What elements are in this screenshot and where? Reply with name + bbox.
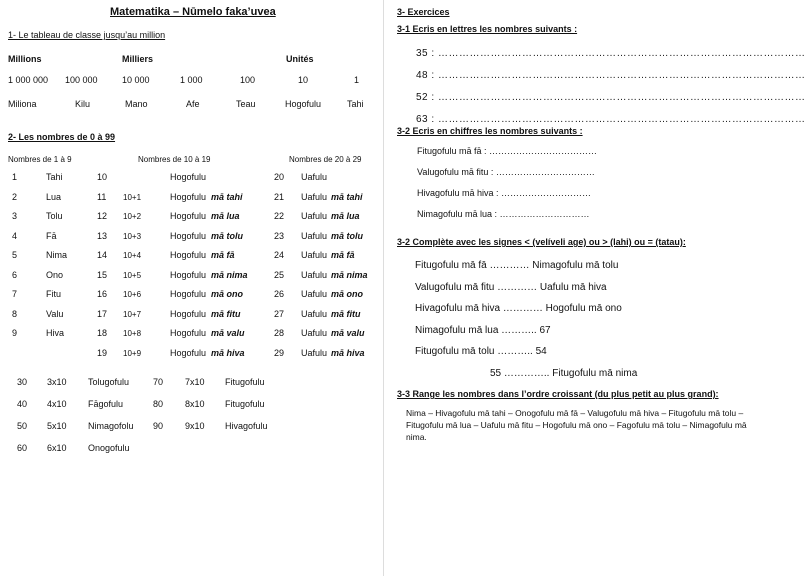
number-digit: 6 xyxy=(12,269,18,280)
number-word: Uafulu xyxy=(301,328,328,338)
tens-number: 40 xyxy=(17,399,28,409)
write-in-words-line: 35 : …………………………………………………………………………………………… xyxy=(416,48,805,59)
number-word-suffix: mā lua xyxy=(331,211,360,221)
number-word-suffix: mā tolu xyxy=(331,230,364,241)
number-word: Lua xyxy=(46,191,62,202)
number-word: Hogofulu xyxy=(170,230,207,241)
number-word: Hogofulu xyxy=(170,308,207,319)
number-digit: 15 xyxy=(97,269,108,280)
number-word: Hiva xyxy=(46,328,65,338)
group-millions: Millions xyxy=(8,54,42,64)
tens-number: 50 xyxy=(17,421,28,431)
number-word: Tolu xyxy=(46,211,63,221)
number-expression: 10+4 xyxy=(123,251,142,260)
number-word-suffix: mā valu xyxy=(211,328,245,338)
place-value-name: Tahi xyxy=(347,99,364,109)
number-word: Uafulu xyxy=(301,289,328,299)
number-expression: 10+3 xyxy=(123,231,142,241)
tens-number: 60 xyxy=(17,443,28,453)
ex4-heading: 3-3 Range les nombres dans l’ordre croissant (du plus petit au plus grand): xyxy=(397,389,719,399)
write-in-digits-line: Valugofulu mā fitu : …………………………… xyxy=(417,167,595,177)
ex2-heading: 3-2 Ecris en chiffres les nombres suivants : xyxy=(397,126,583,136)
number-digit: 8 xyxy=(12,308,18,319)
number-digit: 24 xyxy=(274,250,285,260)
number-word-suffix: mā fā xyxy=(331,250,355,260)
section2-heading: 2- Les nombres de 0 à 99 xyxy=(8,132,116,142)
number-word: Uafulu xyxy=(301,191,328,202)
number-digit: 14 xyxy=(97,250,108,260)
write-in-digits-line: Nimagofulu mā lua : ………………………… xyxy=(417,209,590,219)
number-digit: 7 xyxy=(12,289,18,299)
number-digit: 10 xyxy=(97,172,108,182)
number-word: Uafulu xyxy=(301,172,328,182)
number-word: Hogofulu xyxy=(170,250,207,260)
number-word: Hogofulu xyxy=(170,191,207,202)
section1-heading: 1- Le tableau de classe jusqu’au million xyxy=(8,30,166,40)
ex1-heading: 3-1 Ecris en lettres les nombres suivants : xyxy=(397,24,578,34)
number-digit: 13 xyxy=(97,230,108,241)
tens-expression: 4x10 xyxy=(47,399,67,409)
ex4-sequence-text: Nima – Hivagofulu mā tahi – Onogofulu mā fā – Valugofulu mā hiva – Fitugofulu mā tolu – Fitugofulu mā lua – Uafulu mā fitu – Hogofulu mā ono – Fagofulu mā tolu – Nimagofulu mā nima. xyxy=(406,408,747,442)
write-in-words-line: 52 : …………………………………………………………………………………………… xyxy=(416,92,805,103)
number-word-suffix: mā tahi xyxy=(211,191,243,202)
tens-expression: 8x10 xyxy=(185,399,205,409)
tens-expression: 6x10 xyxy=(47,443,67,453)
number-word: Valu xyxy=(46,308,64,319)
number-digit: 29 xyxy=(274,347,285,358)
number-word: Uafulu xyxy=(301,230,328,241)
tens-expression: 5x10 xyxy=(47,421,67,431)
ex3-heading: 3-2 Complète avec les signes < (velíveli age) ou > (lahi) ou = (tatau): xyxy=(397,237,686,247)
number-digit: 21 xyxy=(274,191,285,202)
tens-number: 30 xyxy=(17,377,28,387)
place-value-name: Mano xyxy=(125,99,148,109)
tens-expression: 9x10 xyxy=(185,421,205,431)
tens-expression: 7x10 xyxy=(185,377,205,387)
group-unites: Unités xyxy=(286,54,314,64)
number-word: Tahi xyxy=(46,172,63,182)
place-value-name: Afe xyxy=(186,99,200,109)
number-word: Uafulu xyxy=(301,308,328,319)
tens-word: Tolugofulu xyxy=(88,377,130,387)
number-digit: 18 xyxy=(97,328,108,338)
group-milliers: Milliers xyxy=(122,54,154,64)
number-word-suffix: mā hiva xyxy=(211,347,245,358)
compare-line: Valugofulu mā fitu ………… Uafulu mā hiva xyxy=(415,281,607,293)
col-header-teens: Nombres de 10 à 19 xyxy=(138,155,211,164)
number-digit: 1 xyxy=(12,172,18,182)
compare-line: Hivagofulu mā hiva ………… Hogofulu mā ono xyxy=(415,303,622,314)
page-title: Matematika – Nūmelo faka’uvea xyxy=(110,6,276,18)
number-digit: 19 xyxy=(97,347,108,358)
number-digit: 2 xyxy=(12,191,18,202)
number-word-suffix: mā valu xyxy=(331,328,365,338)
write-in-words-line: 63 : …………………………………………………………………………………………… xyxy=(416,114,805,125)
tens-number: 70 xyxy=(153,377,164,387)
number-word: Hogofulu xyxy=(170,328,207,338)
tens-word: Hivagofulu xyxy=(225,421,268,431)
number-digit: 22 xyxy=(274,211,285,221)
tens-expression: 3x10 xyxy=(47,377,67,387)
number-digit: 16 xyxy=(97,289,108,299)
col-header-ones: Nombres de 1 à 9 xyxy=(8,155,72,164)
number-word-suffix: mā nima xyxy=(211,269,248,280)
number-digit: 23 xyxy=(274,230,285,241)
number-word-suffix: mā tolu xyxy=(211,230,244,241)
number-digit: 12 xyxy=(97,211,108,221)
number-word: Hogofulu xyxy=(170,269,207,280)
number-word: Fitu xyxy=(46,289,62,299)
number-word-suffix: mā ono xyxy=(331,289,364,299)
number-word-suffix: mā nima xyxy=(331,269,368,280)
page-divider xyxy=(383,0,384,576)
place-value-number: 1 000 xyxy=(180,75,203,85)
number-word-suffix: mā ono xyxy=(211,289,244,299)
number-word: Uafulu xyxy=(301,250,328,260)
number-word: Hogofulu xyxy=(170,211,207,221)
number-word: Uafulu xyxy=(301,347,328,358)
number-expression: 10+9 xyxy=(123,348,142,358)
place-value-number: 1 000 000 xyxy=(8,75,49,85)
number-expression: 10+2 xyxy=(123,212,142,221)
place-value-name: Miliona xyxy=(8,99,37,109)
place-value-name: Kilu xyxy=(75,99,91,109)
tens-word: Fitugofulu xyxy=(225,377,265,387)
place-value-number: 10 000 xyxy=(122,75,150,85)
tens-word: Onogofulu xyxy=(88,443,130,453)
number-word: Uafulu xyxy=(301,269,328,280)
number-digit: 5 xyxy=(12,250,18,260)
number-word-suffix: mā lua xyxy=(211,211,240,221)
number-word-suffix: mā fā xyxy=(211,250,235,260)
number-expression: 10+1 xyxy=(123,192,142,202)
place-value-number: 100 xyxy=(240,75,256,85)
tens-number: 80 xyxy=(153,399,164,409)
number-word: Hogofulu xyxy=(170,289,207,299)
compare-line: Fitugofulu mā fā ………… Nimagofulu mā tolu xyxy=(415,260,619,271)
number-word: Uafulu xyxy=(301,211,328,221)
tens-word: Fitugofulu xyxy=(225,399,265,409)
number-word-suffix: mā hiva xyxy=(331,347,365,358)
number-digit: 3 xyxy=(12,211,18,221)
number-expression: 10+5 xyxy=(123,270,142,280)
write-in-digits-line: Fitugofulu mā fā : ……………………………… xyxy=(417,146,598,156)
place-value-name: Hogofulu xyxy=(285,99,322,109)
number-expression: 10+8 xyxy=(123,329,142,338)
section3-heading: 3- Exercices xyxy=(397,7,450,17)
number-digit: 4 xyxy=(12,230,18,241)
number-word: Hogofulu xyxy=(170,172,207,182)
tens-number: 90 xyxy=(153,421,164,431)
number-digit: 9 xyxy=(12,328,18,338)
number-word: Nima xyxy=(46,250,68,260)
number-digit: 27 xyxy=(274,308,285,319)
write-in-words-line: 48 : …………………………………………………………………………………………… xyxy=(416,70,805,81)
compare-line: 55 ………….. Fitugofulu mā nima xyxy=(490,367,638,379)
write-in-digits-line: Hivagofulu mā hiva : ………………………… xyxy=(417,188,592,198)
number-expression: 10+7 xyxy=(123,309,142,319)
number-digit: 17 xyxy=(97,308,108,319)
col-header-twenties: Nombres de 20 à 29 xyxy=(289,155,362,164)
number-digit: 20 xyxy=(274,172,285,182)
number-word: Ono xyxy=(46,269,64,280)
number-word: Fā xyxy=(46,230,57,241)
number-digit: 11 xyxy=(97,191,107,202)
compare-line: Nimagofulu mā lua ……….. 67 xyxy=(415,324,551,336)
number-word-suffix: mā fitu xyxy=(331,308,361,319)
number-digit: 28 xyxy=(274,328,285,338)
number-digit: 25 xyxy=(274,269,285,280)
place-value-number: 1 xyxy=(354,75,360,85)
tens-word: Fāgofulu xyxy=(88,399,124,409)
compare-line: Fitugofulu mā tolu ……….. 54 xyxy=(415,346,547,357)
place-value-number: 100 000 xyxy=(65,75,98,85)
place-value-number: 10 xyxy=(298,75,309,85)
number-word: Hogofulu xyxy=(170,347,207,358)
number-expression: 10+6 xyxy=(123,290,142,299)
tens-word: Nimagofolu xyxy=(88,421,134,431)
number-digit: 26 xyxy=(274,289,285,299)
number-word-suffix: mā fitu xyxy=(211,308,241,319)
number-word-suffix: mā tahi xyxy=(331,191,363,202)
place-value-name: Teau xyxy=(236,99,256,109)
